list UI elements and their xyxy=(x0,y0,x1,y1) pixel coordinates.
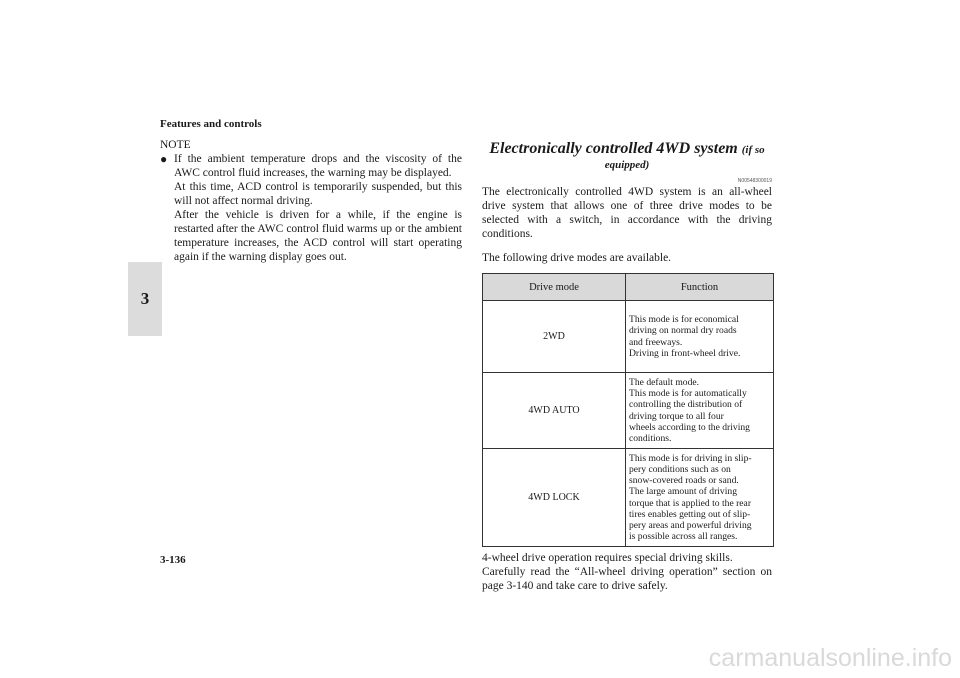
column-header-function: Function xyxy=(626,274,774,301)
function-line: This mode is for economical xyxy=(629,314,739,326)
function-line: Driving in front-wheel drive. xyxy=(629,347,741,359)
note-paragraph: If the ambient temperature drops and the viscosity of the AWC control fluid increases, the warning may be displayed. xyxy=(174,153,462,179)
function-line: pery conditions such as on xyxy=(629,463,731,475)
note-paragraph: At this time, ACD control is temporarily suspended, but this will not affect normal driving. xyxy=(174,181,462,207)
function-line: pery areas and powerful driving xyxy=(629,519,752,531)
table-row xyxy=(483,449,774,547)
function-line: wheels according to the driving xyxy=(629,421,750,433)
column-header-drive-mode: Drive mode xyxy=(483,274,626,301)
section-title-suffix-line2: equipped) xyxy=(604,159,650,171)
function-line: is possible across all ranges. xyxy=(629,531,738,543)
watermark: carmanualsonline.info xyxy=(708,644,952,672)
function-cell xyxy=(626,449,774,547)
main-section xyxy=(482,138,772,593)
table-header-row xyxy=(483,274,774,301)
closing-line-2: Carefully read the “All-wheel driving operation” section on page 3-140 and take care to drive safely. xyxy=(482,566,772,592)
section-title-suffix: (if so xyxy=(741,144,765,156)
note-label: NOTE xyxy=(160,139,191,151)
available-modes-text: The following drive modes are available. xyxy=(482,252,672,264)
table-row xyxy=(483,301,774,373)
section-title-text: Electronically controlled 4WD system xyxy=(489,140,738,157)
chapter-number: 3 xyxy=(140,289,150,308)
function-line: torque that is applied to the rear xyxy=(629,497,752,509)
mode-cell: 4WD AUTO xyxy=(483,373,626,449)
function-line: This mode is for automatically xyxy=(629,388,747,400)
note-body xyxy=(174,152,462,264)
function-cell xyxy=(626,373,774,449)
closing-line-1: 4-wheel drive operation requires special driving skills. xyxy=(482,552,733,564)
function-line: conditions. xyxy=(629,432,672,444)
table-row xyxy=(483,373,774,449)
function-line: snow-covered roads or sand. xyxy=(629,475,739,487)
note-block xyxy=(160,138,462,264)
mode-cell: 4WD LOCK xyxy=(483,449,626,547)
section-header: Features and controls xyxy=(160,118,262,130)
note-paragraph: After the vehicle is driven for a while, if the engine is restarted after the AWC control fluid warms up or the ambient temperature increases, the ACD control will start operating again if the warning display goes out. xyxy=(174,209,462,263)
function-line: The large amount of driving xyxy=(629,486,737,498)
note-bullet-item xyxy=(160,152,462,264)
function-line: This mode is for driving in slip- xyxy=(629,452,752,464)
mode-cell: 2WD xyxy=(483,301,626,373)
function-cell xyxy=(626,301,774,373)
closing-text xyxy=(482,551,772,593)
function-line: tires enables getting out of slip- xyxy=(629,508,751,520)
function-line: driving torque to all four xyxy=(629,410,724,422)
chapter-tab xyxy=(128,262,162,336)
drive-mode-table xyxy=(482,273,774,547)
bullet-icon: ● xyxy=(160,152,168,166)
section-title xyxy=(482,140,772,159)
function-line: controlling the distribution of xyxy=(629,399,743,411)
page-number: 3-136 xyxy=(160,554,186,566)
function-line: The default mode. xyxy=(629,376,700,388)
intro-paragraph: The electronically controlled 4WD system is an all-wheel drive system that allows one of three drive modes to be selected with a switch, in accordance with the driving conditions. xyxy=(482,186,772,240)
function-line: driving on normal dry roads xyxy=(629,325,737,337)
document-code: N00548300019 xyxy=(737,178,772,184)
function-line: and freeways. xyxy=(629,336,683,348)
